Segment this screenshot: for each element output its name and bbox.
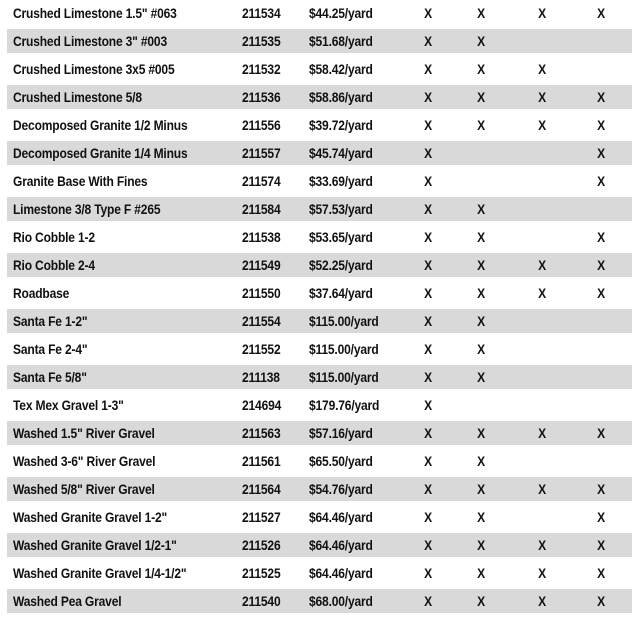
availability-mark-2: X (477, 201, 485, 217)
availability-mark-1: X (424, 425, 432, 441)
availability-mark-3: X (538, 425, 546, 441)
table-row (7, 505, 632, 529)
availability-mark-1: X (424, 89, 432, 105)
table-row (7, 589, 632, 613)
product-name: Santa Fe 2-4" (13, 341, 88, 357)
availability-mark-3: X (538, 593, 546, 609)
product-price: $51.68/yard (309, 33, 373, 49)
product-price: $37.64/yard (309, 285, 373, 301)
table-row (7, 281, 632, 305)
product-sku: 211138 (242, 369, 280, 385)
product-sku: 211526 (242, 537, 281, 553)
table-row (7, 113, 632, 137)
product-sku: 211550 (242, 285, 281, 301)
table-row (7, 365, 632, 389)
availability-mark-2: X (477, 537, 485, 553)
product-name: Washed 1.5" River Gravel (13, 425, 155, 441)
availability-mark-1: X (424, 117, 432, 133)
availability-mark-2: X (477, 89, 485, 105)
availability-mark-1: X (424, 593, 432, 609)
availability-mark-4: X (597, 257, 605, 273)
product-sku: 211535 (242, 33, 281, 49)
table-row (7, 533, 632, 557)
product-name: Rio Cobble 1-2 (13, 229, 95, 245)
availability-mark-3: X (538, 5, 546, 21)
availability-mark-2: X (477, 5, 485, 21)
availability-mark-1: X (424, 481, 432, 497)
availability-mark-4: X (597, 5, 605, 21)
product-sku: 211538 (242, 229, 281, 245)
product-price: $115.00/yard (309, 313, 379, 329)
product-name: Limestone 3/8 Type F #265 (13, 201, 161, 217)
availability-mark-2: X (477, 425, 485, 441)
product-price-table (7, 1, 632, 617)
availability-mark-3: X (538, 117, 546, 133)
product-name: Washed 5/8" River Gravel (13, 481, 155, 497)
product-price: $53.65/yard (309, 229, 373, 245)
product-price: $64.46/yard (309, 565, 373, 581)
availability-mark-3: X (538, 257, 546, 273)
table-row (7, 85, 632, 109)
availability-mark-4: X (597, 173, 605, 189)
table-row (7, 169, 632, 193)
product-sku: 211574 (242, 173, 281, 189)
product-price: $39.72/yard (309, 117, 373, 133)
availability-mark-1: X (424, 509, 432, 525)
product-sku: 211534 (242, 5, 281, 21)
availability-mark-3: X (538, 61, 546, 77)
availability-mark-4: X (597, 425, 605, 441)
availability-mark-1: X (424, 537, 432, 553)
product-sku: 211540 (242, 593, 281, 609)
product-name: Washed 3-6" River Gravel (13, 453, 156, 469)
table-row (7, 393, 632, 417)
availability-mark-3: X (538, 285, 546, 301)
availability-mark-2: X (477, 481, 485, 497)
product-name: Rio Cobble 2-4 (13, 257, 95, 273)
availability-mark-3: X (538, 537, 546, 553)
availability-mark-1: X (424, 145, 432, 161)
availability-mark-4: X (597, 89, 605, 105)
product-price: $65.50/yard (309, 453, 373, 469)
product-sku: 211532 (242, 61, 281, 77)
table-row (7, 29, 632, 53)
product-price: $115.00/yard (309, 369, 379, 385)
product-sku: 211552 (242, 341, 281, 357)
availability-mark-4: X (597, 229, 605, 245)
product-price: $45.74/yard (309, 145, 373, 161)
product-name: Decomposed Granite 1/2 Minus (13, 117, 188, 133)
product-name: Washed Granite Gravel 1/2-1" (13, 537, 177, 553)
availability-mark-1: X (424, 201, 432, 217)
table-row (7, 225, 632, 249)
product-price: $58.86/yard (309, 89, 373, 105)
table-row (7, 337, 632, 361)
availability-mark-1: X (424, 341, 432, 357)
product-price: $64.46/yard (309, 537, 373, 553)
product-name: Tex Mex Gravel 1-3" (13, 397, 124, 413)
product-price: $58.42/yard (309, 61, 373, 77)
table-row (7, 253, 632, 277)
availability-mark-1: X (424, 369, 432, 385)
availability-mark-2: X (477, 565, 485, 581)
product-price: $57.53/yard (309, 201, 373, 217)
table-row (7, 1, 632, 25)
table-row (7, 309, 632, 333)
product-price: $44.25/yard (309, 5, 373, 21)
product-sku: 211525 (242, 565, 281, 581)
product-sku: 211557 (242, 145, 281, 161)
product-name: Santa Fe 5/8" (13, 369, 87, 385)
product-sku: 211561 (242, 453, 281, 469)
availability-mark-4: X (597, 593, 605, 609)
availability-mark-1: X (424, 257, 432, 273)
table-row (7, 561, 632, 585)
availability-mark-1: X (424, 33, 432, 49)
product-sku: 211536 (242, 89, 281, 105)
availability-mark-2: X (477, 33, 485, 49)
product-name: Crushed Limestone 1.5" #063 (13, 5, 177, 21)
table-row (7, 477, 632, 501)
availability-mark-1: X (424, 313, 432, 329)
product-name: Santa Fe 1-2" (13, 313, 88, 329)
availability-mark-1: X (424, 285, 432, 301)
availability-mark-2: X (477, 593, 485, 609)
availability-mark-1: X (424, 397, 432, 413)
availability-mark-2: X (477, 369, 485, 385)
product-price: $52.25/yard (309, 257, 373, 273)
product-price: $179.76/yard (309, 397, 380, 413)
table-row (7, 197, 632, 221)
product-price: $68.00/yard (309, 593, 373, 609)
product-sku: 211549 (242, 257, 281, 273)
product-name: Crushed Limestone 3" #003 (13, 33, 167, 49)
availability-mark-2: X (477, 341, 485, 357)
availability-mark-2: X (477, 509, 485, 525)
availability-mark-2: X (477, 61, 485, 77)
product-price: $33.69/yard (309, 173, 373, 189)
availability-mark-2: X (477, 229, 485, 245)
availability-mark-2: X (477, 313, 485, 329)
product-name: Roadbase (13, 285, 70, 301)
availability-mark-4: X (597, 145, 605, 161)
availability-mark-3: X (538, 89, 546, 105)
product-sku: 211527 (242, 509, 281, 525)
table-row (7, 141, 632, 165)
availability-mark-4: X (597, 481, 605, 497)
product-sku: 211564 (242, 481, 281, 497)
product-sku: 211556 (242, 117, 281, 133)
product-price: $64.46/yard (309, 509, 373, 525)
availability-mark-4: X (597, 509, 605, 525)
product-sku: 211563 (242, 425, 281, 441)
availability-mark-2: X (477, 285, 485, 301)
product-name: Crushed Limestone 5/8 (13, 89, 142, 105)
availability-mark-2: X (477, 117, 485, 133)
availability-mark-2: X (477, 257, 485, 273)
availability-mark-1: X (424, 453, 432, 469)
availability-mark-1: X (424, 229, 432, 245)
availability-mark-1: X (424, 565, 432, 581)
product-name: Washed Granite Gravel 1-2" (13, 509, 168, 525)
product-price: $57.16/yard (309, 425, 373, 441)
table-row (7, 57, 632, 81)
product-name: Washed Pea Gravel (13, 593, 122, 609)
product-price: $115.00/yard (309, 341, 379, 357)
product-price: $54.76/yard (309, 481, 373, 497)
product-sku: 211554 (242, 313, 281, 329)
product-name: Crushed Limestone 3x5 #005 (13, 61, 175, 77)
availability-mark-4: X (597, 285, 605, 301)
table-row (7, 449, 632, 473)
product-name: Decomposed Granite 1/4 Minus (13, 145, 188, 161)
availability-mark-4: X (597, 565, 605, 581)
availability-mark-1: X (424, 5, 432, 21)
availability-mark-1: X (424, 173, 432, 189)
product-name: Granite Base With Fines (13, 173, 148, 189)
availability-mark-1: X (424, 61, 432, 77)
availability-mark-2: X (477, 453, 485, 469)
availability-mark-3: X (538, 481, 546, 497)
table-row (7, 421, 632, 445)
product-sku: 214694 (242, 397, 282, 413)
availability-mark-4: X (597, 117, 605, 133)
availability-mark-3: X (538, 565, 546, 581)
product-sku: 211584 (242, 201, 281, 217)
availability-mark-4: X (597, 537, 605, 553)
product-name: Washed Granite Gravel 1/4-1/2" (13, 565, 187, 581)
